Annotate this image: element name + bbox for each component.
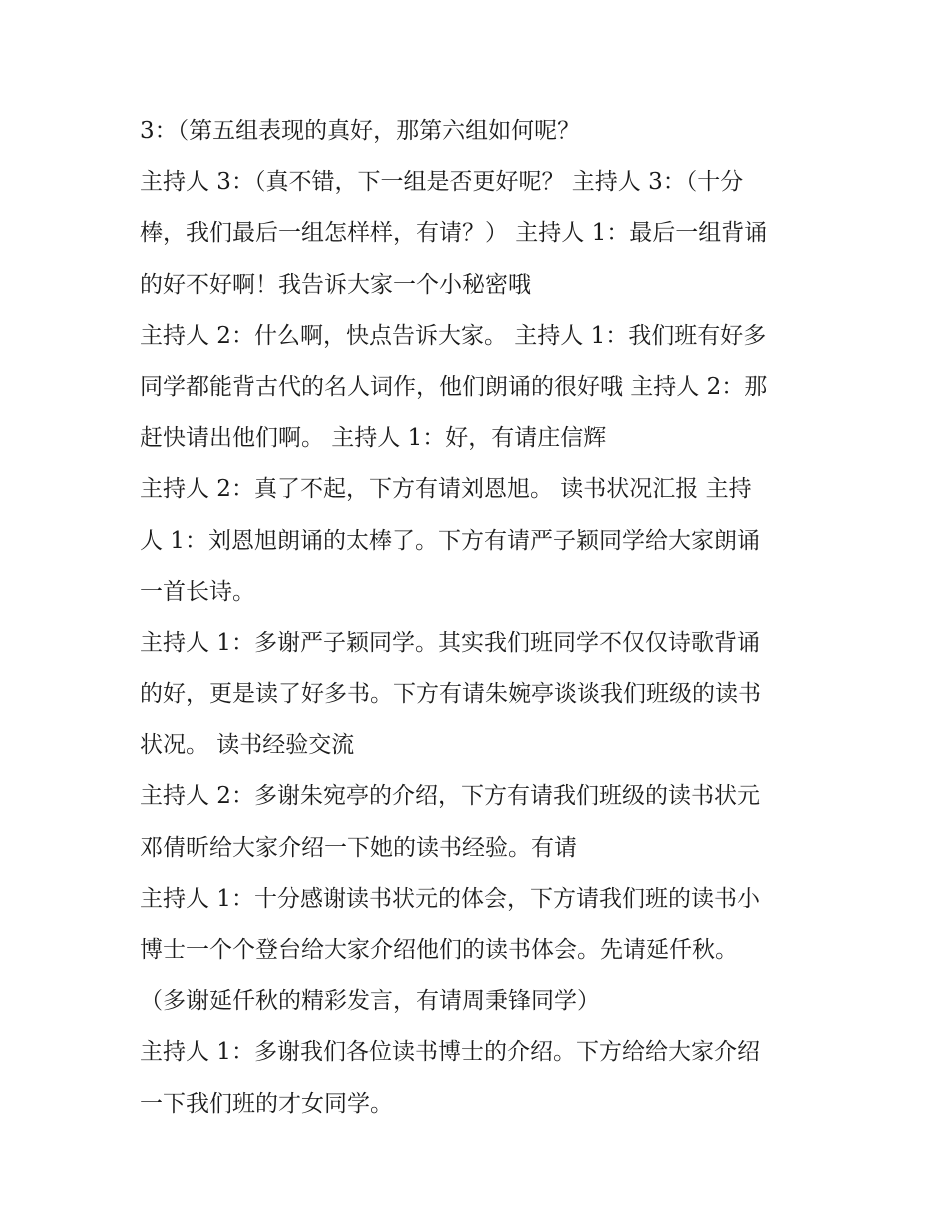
text-line: 邓倩昕给大家介绍一下她的读书经验。有请: [140, 834, 577, 861]
text-line: 棒，我们最后一组怎样样，有请？） 主持人 1：最后一组背诵: [140, 220, 768, 247]
text-line: 状况。 读书经验交流: [140, 732, 355, 759]
text-line: （多谢延仟秋的精彩发言，有请周秉锋同学）: [140, 988, 600, 1015]
text-line: 主持人 2：真了不起，下方有请刘恩旭。 读书状况汇报 主持: [140, 476, 752, 503]
text-line: 主持人 3：（真不错，下一组是否更好呢？ 主持人 3：（十分: [140, 169, 744, 196]
text-line: 主持人 1：多谢严子颖同学。其实我们班同学不仅仅诗歌背诵: [140, 629, 760, 656]
text-line: 博士一个个登台给大家介绍他们的读书体会。先请延仟秋。: [140, 937, 738, 963]
text-line: 人 1：刘恩旭朗诵的太棒了。下方有请严子颖同学给大家朗诵: [140, 527, 760, 554]
text-line: 的好，更是读了好多书。下方有请朱婉亭谈谈我们班级的读书: [140, 681, 761, 708]
document-body: [140, 106, 820, 1130]
text-line: 主持人 1：十分感谢读书状元的体会，下方请我们班的读书小: [140, 885, 760, 912]
text-line: 一下我们班的才女同学。: [140, 1090, 393, 1117]
text-line: 主持人 2：多谢朱宛亭的介绍，下方有请我们班级的读书状元: [140, 783, 760, 810]
text-line: 的好不好啊！我告诉大家一个小秘密哦: [140, 271, 531, 298]
text-line: 3：（第五组表现的真好，那第六组如何呢？: [140, 118, 581, 144]
text-line: 同学都能背古代的名人词作，他们朗诵的很好哦 主持人 2：那: [140, 373, 768, 400]
text-line: 一首长诗。: [140, 578, 255, 605]
text-line: 主持人 2：什么啊，快点告诉大家。 主持人 1：我们班有好多: [140, 322, 767, 349]
text-line: 主持人 1：多谢我们各位读书博士的介绍。下方给给大家介绍: [140, 1039, 760, 1066]
text-line: 赶快请出他们啊。 主持人 1：好，有请庄信辉: [140, 425, 607, 452]
